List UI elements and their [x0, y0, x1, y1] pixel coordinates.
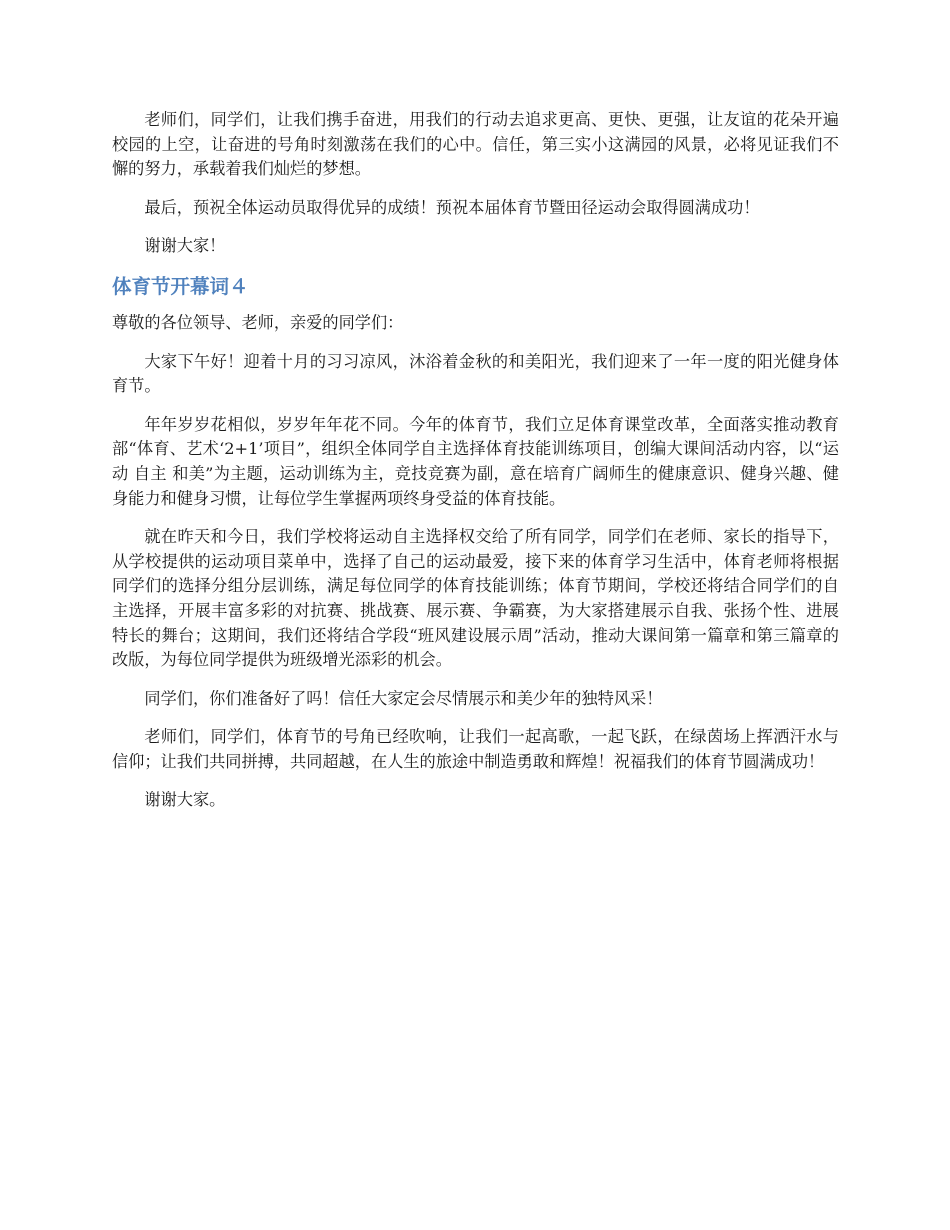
greeting: 尊敬的各位领导、老师，亲爱的同学们： [112, 312, 404, 332]
document-page [112, 108, 839, 827]
paragraph: 老师们，同学们，体育节的号角已经吹响，让我们一起高歌，一起飞跃，在绿茵场上挥洒汗水与信仰；让我们共同拼搏，共同超越，在人生的旅途中制造勇敢和辉煌！祝福我们的体育节圆满成功！ [112, 727, 839, 771]
paragraph: 同学们，你们准备好了吗！信任大家定会尽情展示和美少年的独特风采！ [144, 688, 663, 708]
paragraph: 最后，预祝全体运动员取得优异的成绩！预祝本届体育节暨田径运动会取得圆满成功！ [144, 197, 760, 217]
section-heading: 体育节开幕词４ [112, 274, 249, 298]
paragraph: 就在昨天和今日，我们学校将运动自主选择权交给了所有同学，同学们在老师、家长的指导下，从学校提供的运动项目菜单中，选择了自己的运动最爱，接下来的体育学习生活中，体育老师将根据同学们的选择分组分层训练，满足每位同学的体育技能训练；体育节期间，学校还将结合同学们的自主选择，开展丰富多彩的对抗赛、挑战赛、展示赛、争霸赛，为大家搭建展示自我、张扬个性、进展特长的舞台；这期间，我们还将结合学段“班风建设展示周”活动，推动大课间第一篇章和第三篇章的改版，为每位同学提供为班级增光添彩的机会。 [112, 527, 839, 670]
paragraph: 老师们，同学们，让我们携手奋进，用我们的行动去追求更高、更快、更强，让友谊的花朵开遍校园的上空，让奋进的号角时刻激荡在我们的心中。信任，第三实小这满园的风景，必将见证我们不懈的努力，承载着我们灿烂的梦想。 [112, 110, 839, 179]
paragraph: 谢谢大家！ [144, 236, 226, 256]
paragraph: 谢谢大家。 [144, 790, 226, 810]
paragraph: 年年岁岁花相似，岁岁年年花不同。今年的体育节，我们立足体育课堂改革，全面落实推动教育部“体育、艺术‘2+1’项目”，组织全体同学自主选择体育技能训练项目，创编大课间活动内容，以“运动 自主 和美”为主题，运动训练为主，竞技竞赛为副，意在培育广阔师生的健康意识、健身兴趣、健身能力和健身习惯，让每位学生掌握两项终身受益的体育技能。 [112, 414, 839, 508]
paragraph: 大家下午好！迎着十月的习习凉风，沐浴着金秋的和美阳光，我们迎来了一年一度的阳光健身体育节。 [112, 351, 839, 396]
